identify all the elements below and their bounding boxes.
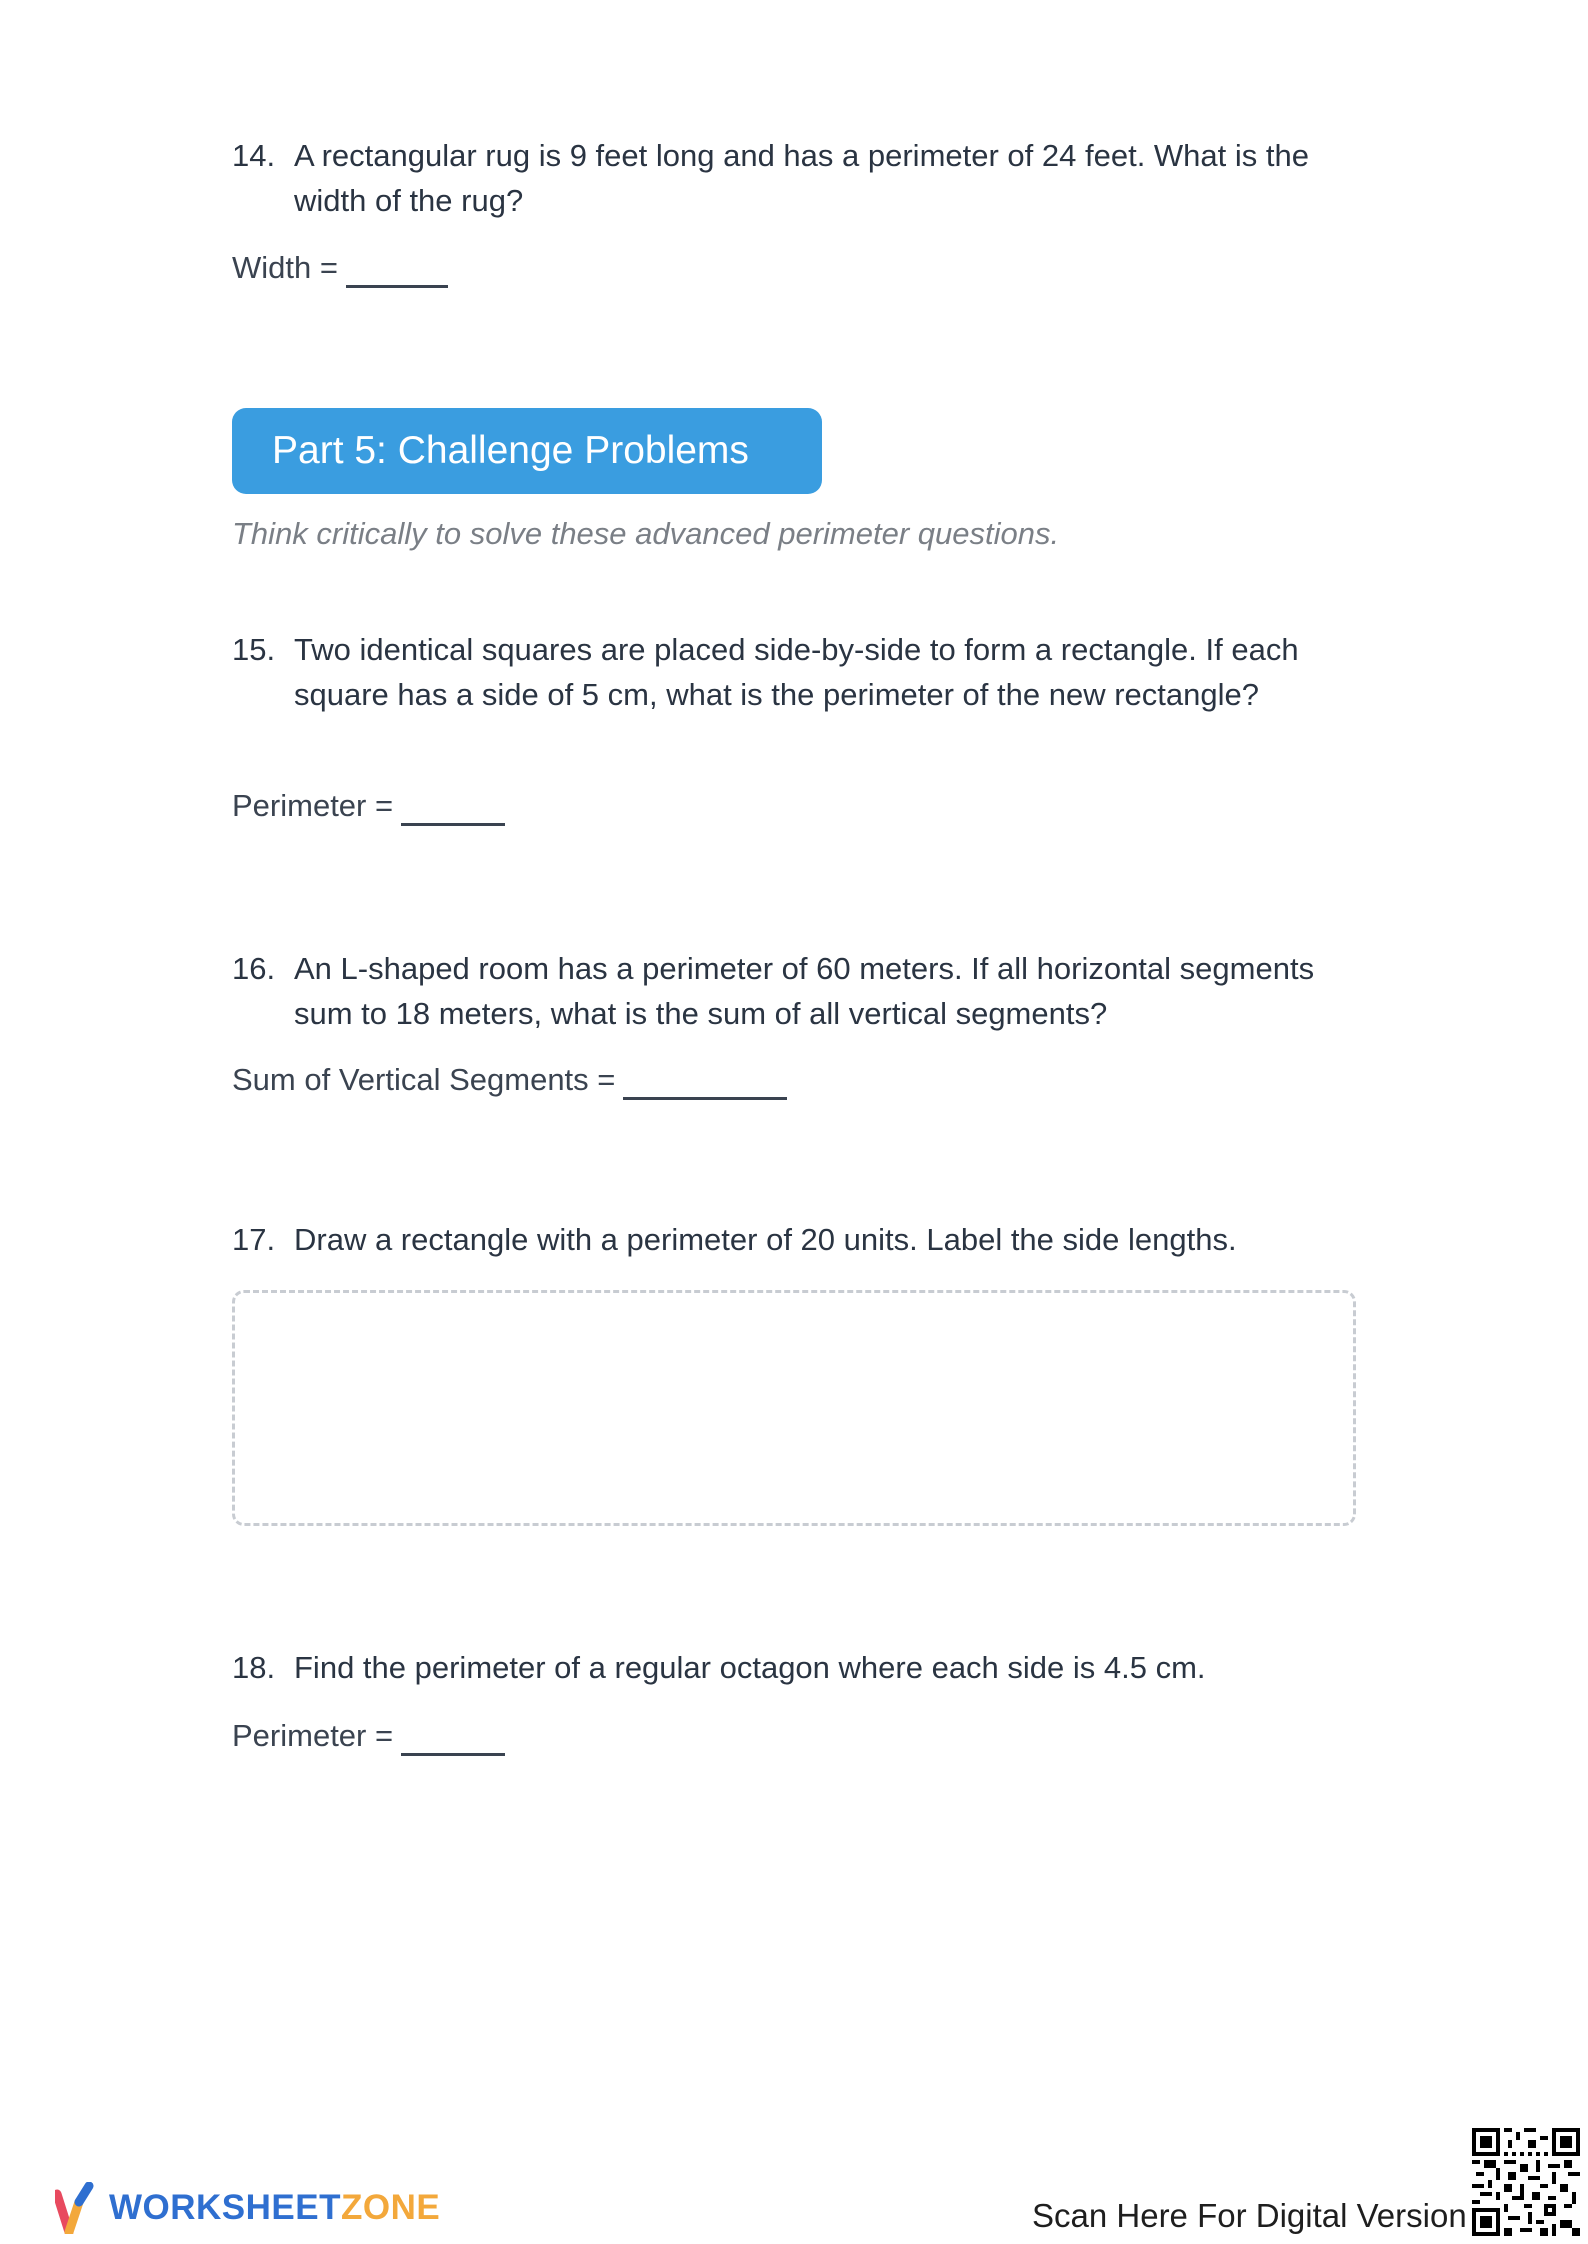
question-15 (232, 627, 1362, 717)
answer-label: Sum of Vertical Segments = (232, 1062, 616, 1097)
qr-code-icon[interactable] (1472, 2128, 1580, 2236)
question-18 (232, 1645, 1362, 1690)
scan-caption: Scan Here For Digital Version (1032, 2197, 1467, 2234)
question-text: Two identical squares are placed side-by-side to form a rectangle. If each square has a side of 5 cm, what is the perimeter of the new rectangle? (294, 632, 1299, 712)
answer-blank[interactable] (623, 1063, 787, 1100)
answer-line-18 (232, 1716, 505, 1756)
answer-label: Perimeter = (232, 1718, 394, 1753)
answer-label: Width = (232, 250, 338, 285)
question-text: Find the perimeter of a regular octagon where each side is 4.5 cm. (294, 1650, 1206, 1685)
logo-icon (55, 2182, 95, 2234)
answer-blank[interactable] (401, 789, 505, 826)
answer-label: Perimeter = (232, 788, 394, 823)
answer-line-14 (232, 248, 448, 288)
answer-blank[interactable] (401, 1719, 505, 1756)
question-text: Draw a rectangle with a perimeter of 20 units. Label the side lengths. (294, 1222, 1237, 1257)
question-number: 15. (232, 632, 276, 667)
question-number: 16. (232, 951, 276, 986)
question-number: 17. (232, 1222, 276, 1257)
question-16 (232, 946, 1362, 1036)
section-header: Part 5: Challenge Problems (232, 408, 822, 494)
question-14 (232, 133, 1362, 223)
answer-blank[interactable] (346, 251, 448, 288)
section-subtitle: Think critically to solve these advanced perimeter questions. (232, 516, 1060, 551)
question-number: 18. (232, 1650, 276, 1685)
brand-name: WORKSHEETZONE (109, 2188, 441, 2227)
question-text: A rectangular rug is 9 feet long and has a perimeter of 24 feet. What is the width of the rug? (294, 138, 1309, 218)
question-text: An L-shaped room has a perimeter of 60 meters. If all horizontal segments sum to 18 meters, what is the sum of all vertical segments? (294, 951, 1315, 1031)
drawing-area[interactable] (232, 1290, 1356, 1526)
question-number: 14. (232, 138, 276, 173)
question-17 (232, 1217, 1362, 1262)
worksheetzone-logo (55, 2180, 440, 2236)
answer-line-15 (232, 786, 505, 826)
answer-line-16 (232, 1060, 787, 1100)
